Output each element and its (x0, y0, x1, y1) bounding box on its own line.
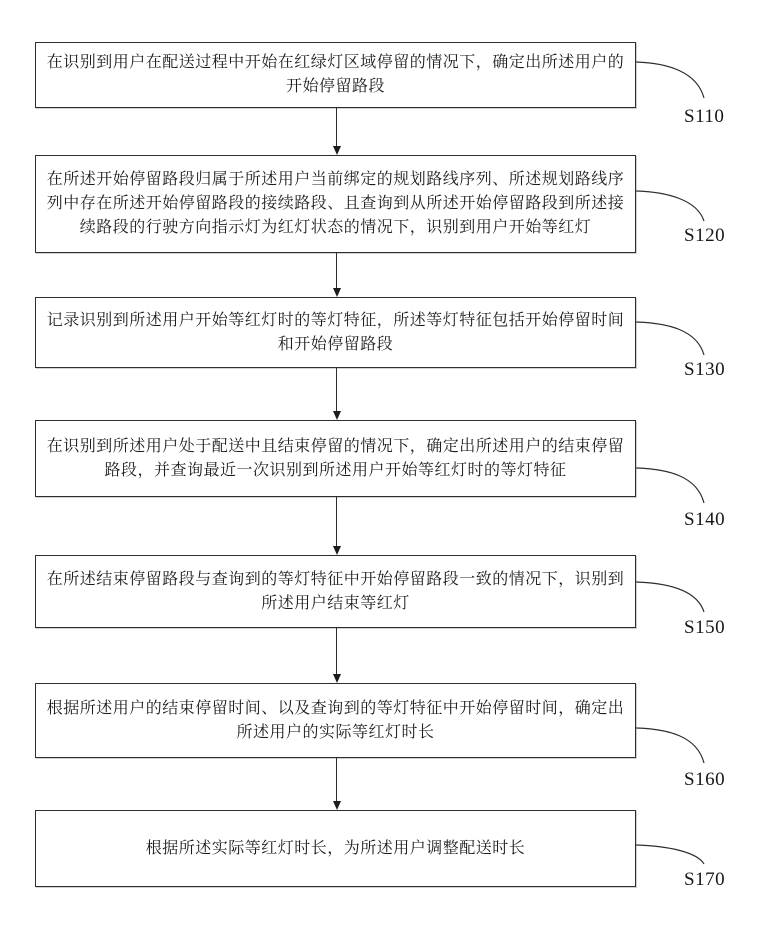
leader-line-s110 (636, 62, 704, 98)
flow-step-box-s110 (35, 42, 636, 108)
leader-line-s160 (636, 728, 704, 763)
step-text-s140: 在识别到所述用户处于配送中且结束停留的情况下，确定出所述用户的结束停留路段，并查询最近一次识别到所述用户开始等红灯时的等灯特征 (46, 437, 625, 479)
flow-step-box-s120 (35, 155, 636, 253)
flow-step-box-s160 (35, 683, 636, 758)
leader-line-s140 (636, 468, 704, 503)
step-label-s120: S120 (684, 225, 726, 246)
leader-line-s120 (636, 191, 704, 221)
step-text-s150: 在所述结束停留路段与查询到的等灯特征中开始停留路段一致的情况下，识别到所述用户结束等红灯 (46, 570, 625, 612)
step-label-s150: S150 (684, 617, 726, 638)
leader-line-s150 (636, 582, 704, 612)
flow-step-box-s170 (35, 810, 636, 887)
down-arrow-icon (332, 628, 341, 683)
step-label-s170: S170 (684, 869, 726, 890)
down-arrow-icon (332, 758, 341, 810)
step-text-s160: 根据所述用户的结束停留时间、以及查询到的等灯特征中开始停留时间，确定出所述用户的实际等红灯时长 (46, 699, 625, 741)
flow-step-box-s130 (35, 297, 636, 368)
step-text-s130: 记录识别到所述用户开始等红灯时的等灯特征，所述等灯特征包括开始停留时间和开始停留路段 (46, 311, 625, 353)
down-arrow-icon (332, 108, 341, 155)
flow-step-box-s140 (35, 420, 636, 497)
down-arrow-icon (332, 368, 341, 420)
leader-line-s130 (636, 322, 704, 355)
down-arrow-icon (332, 253, 341, 297)
step-label-s110: S110 (684, 106, 725, 127)
down-arrow-icon (332, 497, 341, 555)
flow-step-box-s150 (35, 555, 636, 628)
step-label-s160: S160 (684, 769, 726, 790)
step-label-s130: S130 (684, 359, 726, 380)
step-text-s170: 根据所述实际等红灯时长，为所述用户调整配送时长 (145, 839, 526, 857)
step-label-s140: S140 (684, 509, 726, 530)
leader-line-s170 (636, 845, 704, 864)
step-text-s110: 在识别到用户在配送过程中开始在红绿灯区域停留的情况下，确定出所述用户的开始停留路段 (46, 54, 625, 95)
step-text-s120: 在所述开始停留路段归属于所述用户当前绑定的规划路线序列、所述规划路线序列中存在所述开始停留路段的接续路段、且查询到从所述开始停留路段到所述接续路段的行驶方向指示灯为红灯状态的情况下，识别到用户开始等红灯 (46, 171, 625, 236)
